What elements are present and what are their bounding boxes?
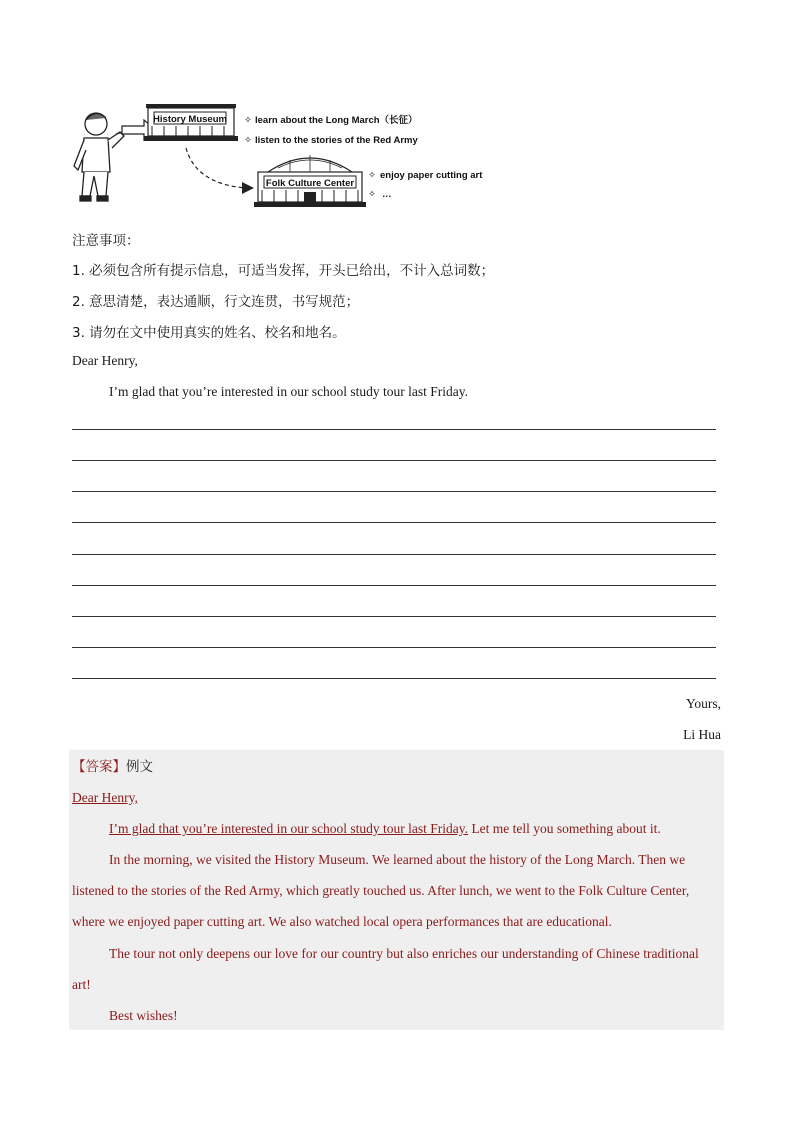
study-tour-illustration (68, 96, 528, 216)
note-item-1: 1. 必须包含所有提示信息，可适当发挥，开头已给出，不计入总词数； (72, 263, 495, 279)
answer-paragraph-3-line-1: The tour not only deepens our love for our country but also enriches our understanding of Chinese traditional (109, 946, 699, 961)
letter-greeting: Dear Henry, (72, 353, 138, 368)
answer-paragraph-2-line-1: In the morning, we visited the History Museum. We learned about the history of the Long March. Then we (109, 852, 686, 867)
notes-heading: 注意事项： (72, 233, 140, 249)
writing-line (72, 554, 716, 555)
writing-line (72, 585, 716, 586)
answer-greeting: Dear Henry, (72, 790, 138, 805)
answer-paragraph-2-line-3: where we enjoyed paper cutting art. We also watched local opera performances that are educational. (72, 914, 612, 929)
answer-wishes: Best wishes! (109, 1008, 178, 1023)
note-item-3: 3. 请勿在文中使用真实的姓名、校名和地名。 (72, 325, 346, 341)
answer-paragraph-1 (109, 813, 661, 844)
writing-line (72, 616, 716, 617)
answer-opening-rest: Let me tell you something about it. (468, 821, 661, 836)
bullet-mark: ✧ (368, 170, 376, 181)
letter-opening: I’m glad that you’re interested in our school study tour last Friday. (109, 384, 469, 399)
writing-line (72, 647, 716, 648)
bullet-long-march: learn about the Long March（长征） (255, 115, 418, 126)
answer-paragraph-3-line-2: art! (72, 977, 91, 992)
bullet-red-army: listen to the stories of the Red Army (255, 135, 418, 146)
bullet-mark: ✧ (368, 189, 376, 200)
answer-heading (72, 751, 153, 783)
writing-line (72, 522, 716, 523)
bullet-mark: ✧ (244, 115, 252, 126)
bullet-paper-cutting: enjoy paper cutting art (380, 170, 483, 181)
history-museum-building (144, 104, 238, 141)
letter-signature: Li Hua (683, 727, 721, 742)
dashed-arrow-to-folk-center (186, 148, 246, 188)
answer-paragraph-2-line-2: listened to the stories of the Red Army, which greatly touched us. After lunch, we went to the Folk Culture Center, (72, 883, 690, 898)
writing-line (72, 460, 716, 461)
letter-closing: Yours, (685, 696, 721, 711)
writing-line (72, 491, 716, 492)
folk-culture-center-building (254, 155, 366, 207)
answer-label: 【答案】 (72, 759, 126, 775)
history-museum-label: History Museum (153, 114, 227, 125)
bullet-mark: ✧ (244, 135, 252, 146)
folk-center-label: Folk Culture Center (265, 178, 355, 189)
answer-opening-underlined: I’m glad that you’re interested in our school study tour last Friday. (109, 821, 469, 836)
note-item-2: 2. 意思清楚，表达通顺，行文连贯，书写规范； (72, 294, 360, 310)
writing-line (72, 429, 716, 430)
writing-line (72, 678, 716, 679)
boy-figure (74, 113, 124, 201)
bullet-ellipsis: … (382, 189, 392, 200)
answer-label-suffix: 例文 (126, 759, 153, 775)
